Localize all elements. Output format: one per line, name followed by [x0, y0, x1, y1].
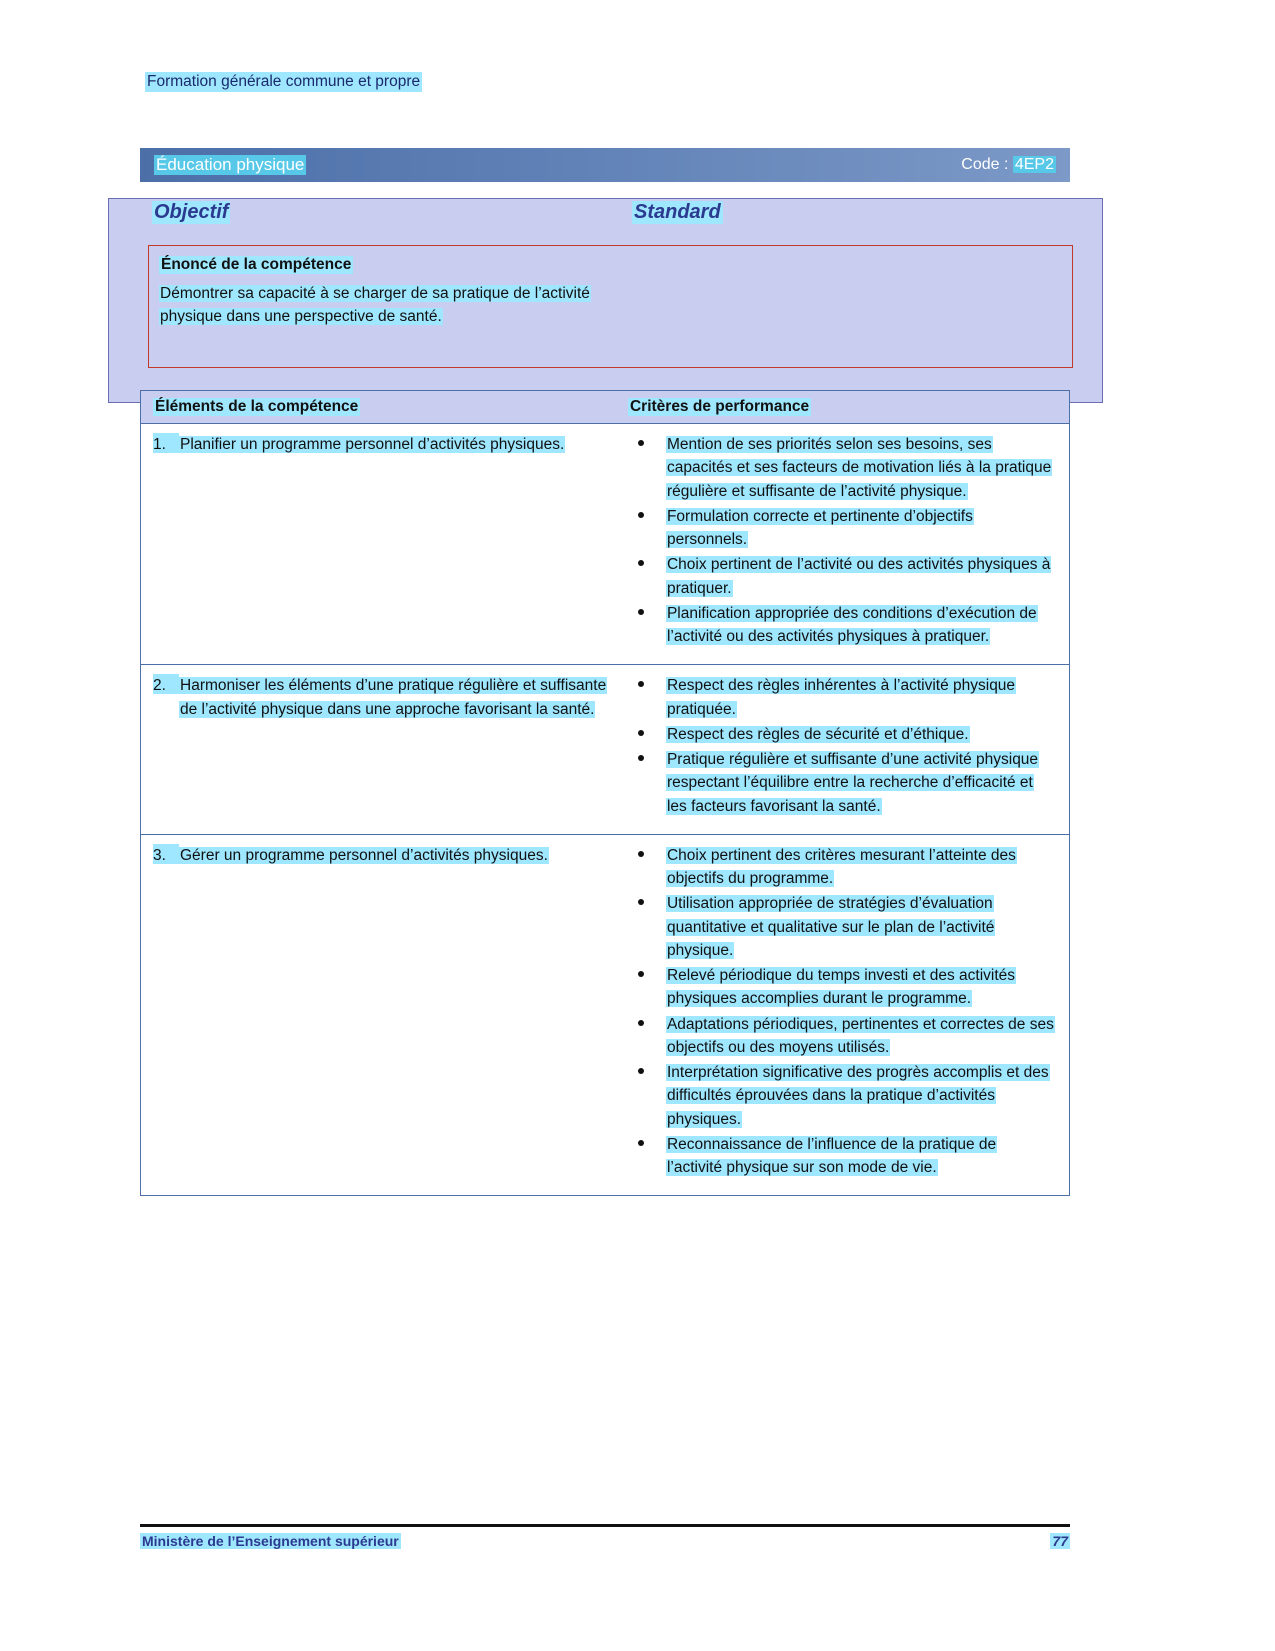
enonce-competence-box	[148, 245, 1073, 368]
list-item: Relevé périodique du temps investi et des activités physiques accomplies durant le programme.	[628, 964, 1055, 1011]
document-header-text: Formation générale commune et propre	[147, 73, 421, 90]
competence-table	[140, 390, 1070, 1196]
criteria-list	[628, 674, 1055, 818]
page-footer	[140, 1533, 1070, 1549]
list-item: Formulation correcte et pertinente d’objectifs personnels.	[628, 505, 1055, 552]
criteria-cell	[620, 665, 1069, 834]
bullet-icon	[638, 560, 644, 566]
list-item: Choix pertinent des critères mesurant l’atteinte des objectifs du programme.	[628, 844, 1055, 891]
list-item: Utilisation appropriée de stratégies d’évaluation quantitative et qualitative sur le plan de l’activité physique.	[628, 892, 1055, 962]
element-cell	[141, 665, 620, 834]
bullet-icon	[638, 971, 644, 977]
header-criteria-label: Critères de performance	[629, 398, 810, 415]
footer-ministry: Ministère de l’Enseignement supérieur	[142, 1533, 399, 1549]
bullet-icon	[638, 1020, 644, 1026]
bullet-icon	[638, 681, 644, 687]
enonce-competence-text	[159, 283, 619, 329]
objectif-standard-headings	[152, 201, 1082, 229]
list-item: Pratique régulière et suffisante d’une activité physique respectant l’équilibre entre la recherche d’efficacité et les facteurs favorisant la santé.	[628, 748, 1055, 818]
list-item: Respect des règles inhérentes à l’activité physique pratiquée.	[628, 674, 1055, 721]
list-item: Mention de ses priorités selon ses besoins, ses capacités et ses facteurs de motivation liés à la pratique régulière et suffisante de l’activité physique.	[628, 433, 1055, 503]
table-row	[141, 665, 1069, 835]
bullet-icon	[638, 730, 644, 736]
list-item: Respect des règles de sécurité et d’éthique.	[628, 723, 1055, 746]
element-number: 3.	[153, 844, 179, 864]
bullet-icon	[638, 1068, 644, 1074]
criteria-cell	[620, 835, 1069, 1196]
bullet-icon	[638, 755, 644, 761]
element-number: 1.	[153, 433, 179, 453]
subject-name: Éducation physique	[156, 155, 305, 174]
list-item: Reconnaissance de l’influence de la pratique de l’activité physique sur son mode de vie.	[628, 1133, 1055, 1180]
course-code	[961, 156, 1056, 174]
bullet-icon	[638, 899, 644, 905]
header-cell-elements	[141, 391, 620, 423]
enonce-competence-title: Énoncé de la compétence	[161, 256, 352, 273]
element-text: Gérer un programme personnel d’activités physiques.	[180, 846, 548, 864]
table-row	[141, 424, 1069, 665]
bullet-icon	[638, 440, 644, 446]
element-entry	[153, 674, 608, 721]
bullet-icon	[638, 1140, 644, 1146]
element-text: Harmoniser les éléments d’une pratique régulière et suffisante de l’activité physique dans une approche favorisant la santé.	[180, 677, 607, 718]
list-item: Choix pertinent de l’activité ou des activités physiques à pratiquer.	[628, 553, 1055, 600]
table-row	[141, 835, 1069, 1196]
course-code-label: Code :	[961, 156, 1013, 173]
element-cell	[141, 424, 620, 664]
criteria-cell	[620, 424, 1069, 664]
list-item: Planification appropriée des conditions d’exécution de l’activité ou des activités physiques à pratiquer.	[628, 602, 1055, 649]
element-entry	[153, 844, 608, 867]
header-elements-label: Éléments de la compétence	[155, 398, 359, 415]
bullet-icon	[638, 512, 644, 518]
objectif-heading: Objectif	[154, 201, 229, 223]
element-entry	[153, 433, 608, 456]
bullet-icon	[638, 851, 644, 857]
criteria-list	[628, 433, 1055, 648]
header-cell-criteria	[620, 391, 1069, 423]
table-header-row	[141, 391, 1069, 424]
list-item: Interprétation significative des progrès accomplis et des difficultés éprouvées dans la pratique d’activités physiques.	[628, 1061, 1055, 1131]
bullet-icon	[638, 609, 644, 615]
criteria-list	[628, 844, 1055, 1180]
element-text: Planifier un programme personnel d’activités physiques.	[180, 436, 565, 453]
footer-page-number: 77	[1052, 1533, 1068, 1549]
enonce-competence-text-value: Démontrer sa capacité à se charger de sa pratique de l’activité physique dans une perspective de santé.	[160, 285, 590, 325]
element-cell	[141, 835, 620, 1196]
element-number: 2.	[153, 674, 179, 694]
list-item: Adaptations périodiques, pertinentes et correctes de ses objectifs ou des moyens utilisés.	[628, 1013, 1055, 1060]
footer-divider	[140, 1524, 1070, 1527]
course-code-value: 4EP2	[1014, 156, 1054, 173]
subject-title-bar	[140, 148, 1070, 182]
standard-heading: Standard	[634, 201, 721, 223]
